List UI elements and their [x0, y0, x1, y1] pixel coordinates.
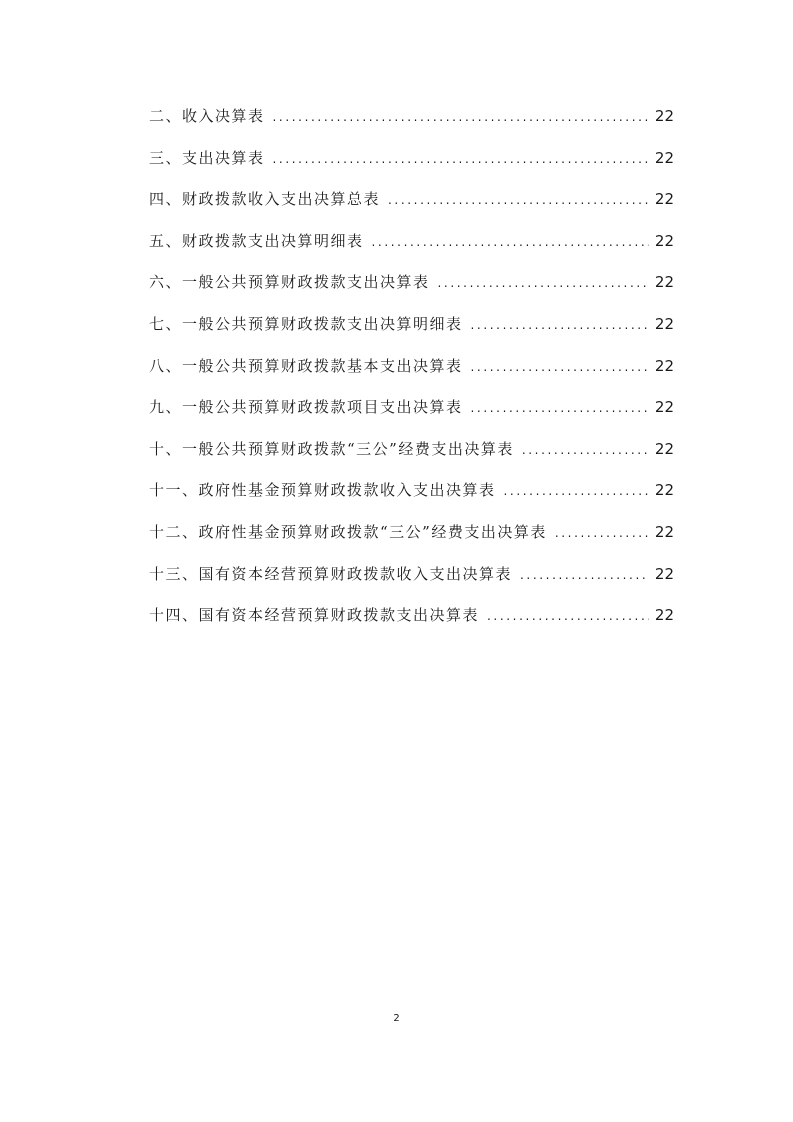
toc-entry-page: 22 — [654, 522, 674, 541]
toc-entry-title: 四、财政拨款收入支出决算总表 — [149, 190, 381, 209]
toc-entry[interactable] — [149, 271, 674, 313]
toc-leader-dots — [471, 360, 649, 374]
toc-leader-dots — [273, 110, 649, 124]
toc-entry[interactable] — [149, 105, 674, 147]
toc-leader-dots — [372, 235, 649, 249]
toc-entry[interactable] — [149, 438, 674, 480]
table-of-contents — [149, 105, 674, 646]
toc-entry-page: 22 — [654, 606, 674, 625]
toc-leader-dots — [555, 526, 649, 540]
toc-entry[interactable] — [149, 313, 674, 355]
toc-entry-title: 十三、国有资本经营预算财政拨款收入支出决算表 — [149, 564, 513, 583]
toc-leader-dots — [471, 401, 649, 415]
toc-entry-page: 22 — [654, 190, 674, 209]
toc-entry-title: 十四、国有资本经营预算财政拨款支出决算表 — [149, 606, 480, 625]
toc-entry-title: 九、一般公共预算财政拨款项目支出决算表 — [149, 398, 463, 417]
toc-entry-title: 十、一般公共预算财政拨款“三公”经费支出决算表 — [149, 439, 514, 458]
toc-leader-dots — [388, 193, 649, 207]
toc-entry[interactable] — [149, 230, 674, 272]
toc-entry-title: 六、一般公共预算财政拨款支出决算表 — [149, 273, 430, 292]
toc-entry-title: 五、财政拨款支出决算明细表 — [149, 231, 364, 250]
toc-entry[interactable] — [149, 188, 674, 230]
toc-entry[interactable] — [149, 563, 674, 605]
toc-entry[interactable] — [149, 355, 674, 397]
toc-entry[interactable] — [149, 396, 674, 438]
toc-leader-dots — [273, 152, 649, 166]
toc-entry-page: 22 — [654, 314, 674, 333]
toc-entry-page: 22 — [654, 356, 674, 375]
toc-leader-dots — [504, 484, 649, 498]
toc-entry-title: 八、一般公共预算财政拨款基本支出决算表 — [149, 356, 463, 375]
toc-entry-title: 七、一般公共预算财政拨款支出决算明细表 — [149, 314, 463, 333]
toc-entry-title: 十二、政府性基金预算财政拨款“三公”经费支出决算表 — [149, 522, 547, 541]
toc-entry-page: 22 — [654, 398, 674, 417]
toc-entry-title: 二、收入决算表 — [149, 107, 265, 125]
toc-entry-page: 22 — [654, 481, 674, 500]
toc-entry-title: 十一、政府性基金预算财政拨款收入支出决算表 — [149, 481, 496, 500]
toc-entry-page: 22 — [654, 564, 674, 583]
toc-entry[interactable] — [149, 521, 674, 563]
toc-entry-page: 22 — [654, 231, 674, 250]
toc-entry-page: 22 — [654, 439, 674, 458]
toc-entry-page: 22 — [654, 107, 674, 125]
page-number: 2 — [393, 1013, 400, 1024]
toc-leader-dots — [438, 276, 649, 290]
toc-leader-dots — [522, 443, 649, 457]
toc-entry-page: 22 — [654, 273, 674, 292]
toc-entry-page: 22 — [654, 148, 674, 167]
toc-entry-title: 三、支出决算表 — [149, 148, 265, 167]
toc-leader-dots — [487, 609, 649, 623]
toc-leader-dots — [520, 568, 649, 582]
toc-entry[interactable] — [149, 604, 674, 646]
toc-leader-dots — [471, 318, 649, 332]
toc-entry[interactable] — [149, 147, 674, 189]
toc-entry[interactable] — [149, 479, 674, 521]
